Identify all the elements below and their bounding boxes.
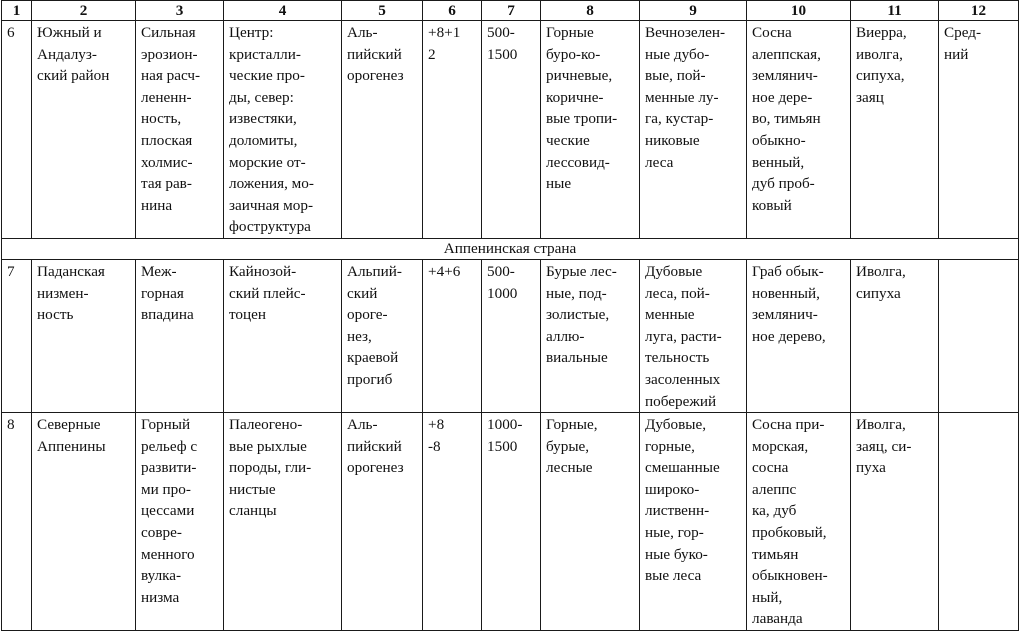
geology-cell: Кайнозой- ский плейс- тоцен [224, 259, 342, 412]
orogeny-cell: Аль- пийский орогенез [342, 21, 423, 239]
header-cell: 4 [224, 1, 342, 21]
vegetation-cell: Вечнозелен- ные дубо- вые, пой- менные лу- га, кустар- никовые леса [640, 21, 747, 239]
header-cell: 7 [482, 1, 541, 21]
geology-cell: Палеогено- вые рыхлые породы, гли- нистые сланцы [224, 413, 342, 631]
region-cell: Северные Аппенины [32, 413, 136, 631]
header-cell: 5 [342, 1, 423, 21]
plants-cell: Сосна при- морская, сосна алеппс ка, дуб пробковый, тимьян обыкновен- ный, лаванда [747, 413, 851, 631]
region-cell: Южный и Андалуз- ский район [32, 21, 136, 239]
header-cell: 8 [541, 1, 640, 21]
region-cell: Паданская низмен- ность [32, 259, 136, 412]
vegetation-cell: Дубовые леса, пой- менные луга, расти- тельность засоленных побережий [640, 259, 747, 412]
relief-cell: Горный рельеф с развити- ми про- цессами совре- менного вулка- низма [136, 413, 224, 631]
header-cell: 11 [851, 1, 939, 21]
header-cell: 12 [939, 1, 1019, 21]
precipitation-cell: 1000- 1500 [482, 413, 541, 631]
header-cell: 3 [136, 1, 224, 21]
relief-cell: Сильная эрозион- ная расч- лененн- ность, плоская холмис- тая рав- нина [136, 21, 224, 239]
header-cell: 10 [747, 1, 851, 21]
header-cell: 2 [32, 1, 136, 21]
row-number: 8 [2, 413, 32, 631]
soils-cell: Горные буро-ко- ричневые, коричне- вые тропи- ческие лессовид- ные [541, 21, 640, 239]
extra-cell [939, 413, 1019, 631]
section-row [2, 238, 1019, 259]
soils-cell: Горные, бурые, лесные [541, 413, 640, 631]
header-cell: 6 [423, 1, 482, 21]
row-number: 7 [2, 259, 32, 412]
vegetation-cell: Дубовые, горные, смешанные широко- лиственн- ные, гор- ные буко- вые леса [640, 413, 747, 631]
orogeny-cell: Альпий- ский ороге- нез, краевой прогиб [342, 259, 423, 412]
precipitation-cell: 500- 1000 [482, 259, 541, 412]
temperature-cell: +8 -8 [423, 413, 482, 631]
temperature-cell: +8+1 2 [423, 21, 482, 239]
extra-cell [939, 259, 1019, 412]
soils-cell: Бурые лес- ные, под- золистые, аллю- виальные [541, 259, 640, 412]
plants-cell: Сосна алеппская, землянич- ное дере- во, тимьян обыкно- венный, дуб проб- ковый [747, 21, 851, 239]
plants-cell: Граб обык- новенный, землянич- ное дерево, [747, 259, 851, 412]
extra-cell: Сред- ний [939, 21, 1019, 239]
animals-cell: Виерра, иволга, сипуха, заяц [851, 21, 939, 239]
row-number: 6 [2, 21, 32, 239]
table-row [2, 413, 1019, 631]
animals-cell: Иволга, сипуха [851, 259, 939, 412]
header-cell: 1 [2, 1, 32, 21]
geography-table [1, 0, 1019, 631]
section-title: Аппенинская страна [2, 238, 1019, 259]
temperature-cell: +4+6 [423, 259, 482, 412]
header-cell: 9 [640, 1, 747, 21]
table-row [2, 21, 1019, 239]
precipitation-cell: 500- 1500 [482, 21, 541, 239]
geology-cell: Центр: кристалли- ческие про- ды, север: известяки, доломиты, морские от- ложения, мо- заичная мор- фоструктура [224, 21, 342, 239]
header-row [2, 1, 1019, 21]
orogeny-cell: Аль- пийский орогенез [342, 413, 423, 631]
table-row [2, 259, 1019, 412]
animals-cell: Иволга, заяц, си- пуха [851, 413, 939, 631]
relief-cell: Меж- горная впадина [136, 259, 224, 412]
